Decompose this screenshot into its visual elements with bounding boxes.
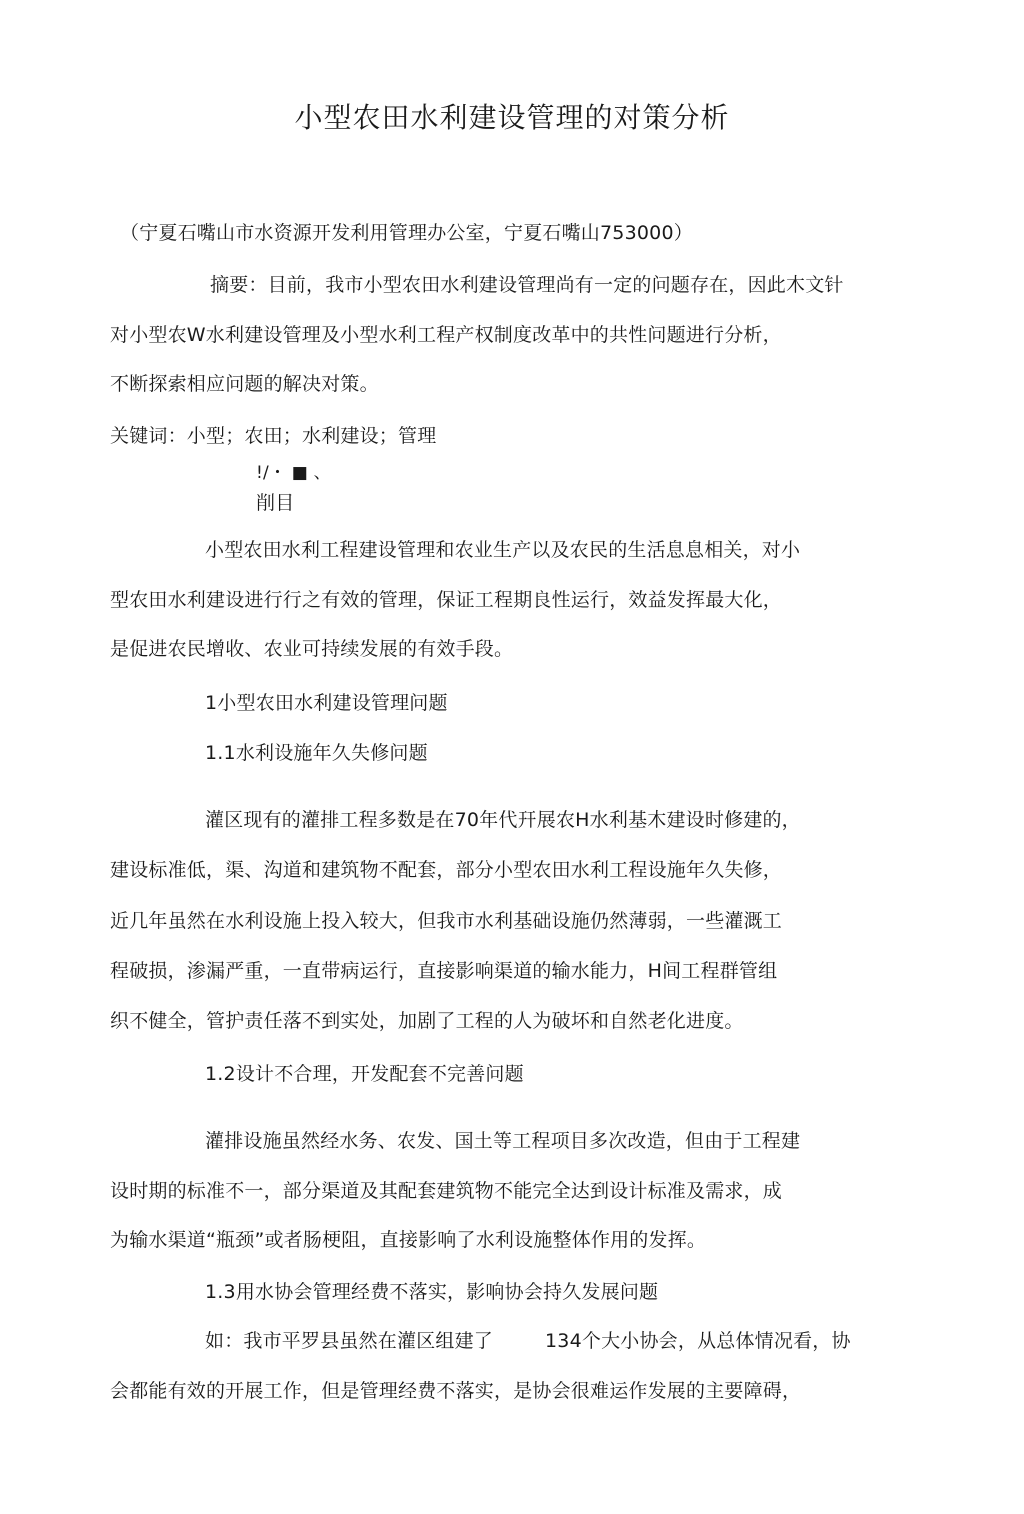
section-1-1-line-5: 织不健全，管护责任落不到实处，加剧了工程的人为破坏和自然老化进度。: [110, 1010, 744, 1032]
section-1-1-line-2: 建设标准低，渠、沟道和建筑物不配套，部分小型农田水利工程设施年久失修，: [110, 859, 783, 881]
section-1-3-heading: 1.3用水协会管理经费不落实，影响协会持久发展问题: [205, 1281, 659, 1303]
section-1-3-line-1: [205, 1328, 851, 1354]
section-1-2-line-2: 设时期的标准不一，部分渠道及其配套建筑物不能完全达到设计标准及需求，成: [110, 1180, 783, 1202]
section-1-2-line-1: 灌排设施虽然经水务、农发、国土等工程项目多次改造，但由于工程建: [205, 1130, 801, 1152]
preface-heading: 削目: [256, 492, 295, 514]
section-1-3-line-1-part-b: 134个大小协会，从总体情况看，协: [545, 1330, 851, 1352]
section-1-3-line-1-part-a: 如：我市平罗县虽然在灌区组建了: [205, 1330, 494, 1352]
intro-line-1: 小型农田水利工程建设管理和农业生产以及农民的生活息息相关，对小: [205, 539, 801, 561]
section-1-heading: 1小型农田水利建设管理问题: [205, 692, 448, 714]
intro-line-3: 是促进农民增收、农业可持续发展的有效手段。: [110, 638, 514, 660]
intro-line-2: 型农田水利建设进行行之有效的管理，保证工程期良性运行，效益发挥最大化，: [110, 589, 783, 611]
document-title: 小型农田水利建设管理的对策分析: [294, 101, 730, 134]
affiliation: （宁夏石嘴山市水资源开发利用管理办公室，宁夏石嘴山753000）: [120, 222, 693, 244]
section-1-1-line-4: 程破损，渗漏严重，一直带病运行，直接影响渠道的输水能力，H间工程群管组: [110, 960, 778, 982]
garbled-mark: !/・ ■ 、: [256, 463, 331, 483]
section-1-2-heading: 1.2设计不合理，开发配套不完善问题: [205, 1063, 524, 1085]
section-1-3-line-2: 会都能有效的开展工作，但是管理经费不落实，是协会很难运作发展的主要障碍，: [110, 1380, 802, 1402]
section-1-1-heading: 1.1水利设施年久失修问题: [205, 742, 428, 764]
section-1-2-line-3: 为输水渠道“瓶颈”或者肠梗阻，直接影响了水利设施整体作用的发挥。: [110, 1229, 707, 1251]
section-1-1-line-1: 灌区现有的灌排工程多数是在70年代幵展农H水利基木建设时修建的，: [205, 809, 801, 831]
keywords: 关键词：小型；农田；水利建设；管理: [110, 425, 437, 447]
abstract-line-2: 对小型农W水利建设管理及小型水利工程产权制度改革中的共性问题进行分析，: [110, 324, 782, 346]
section-1-1-line-3: 近几年虽然在水利设施上投入较大，但我市水利基础设施仍然薄弱，一些灌溉工: [110, 910, 783, 932]
abstract-line-3: 不断探索相应问题的解决对策。: [110, 373, 379, 395]
abstract-line-1: 摘要：目前，我市小型农田水利建设管理尚有一定的问题存在，因此木文针: [210, 274, 844, 296]
